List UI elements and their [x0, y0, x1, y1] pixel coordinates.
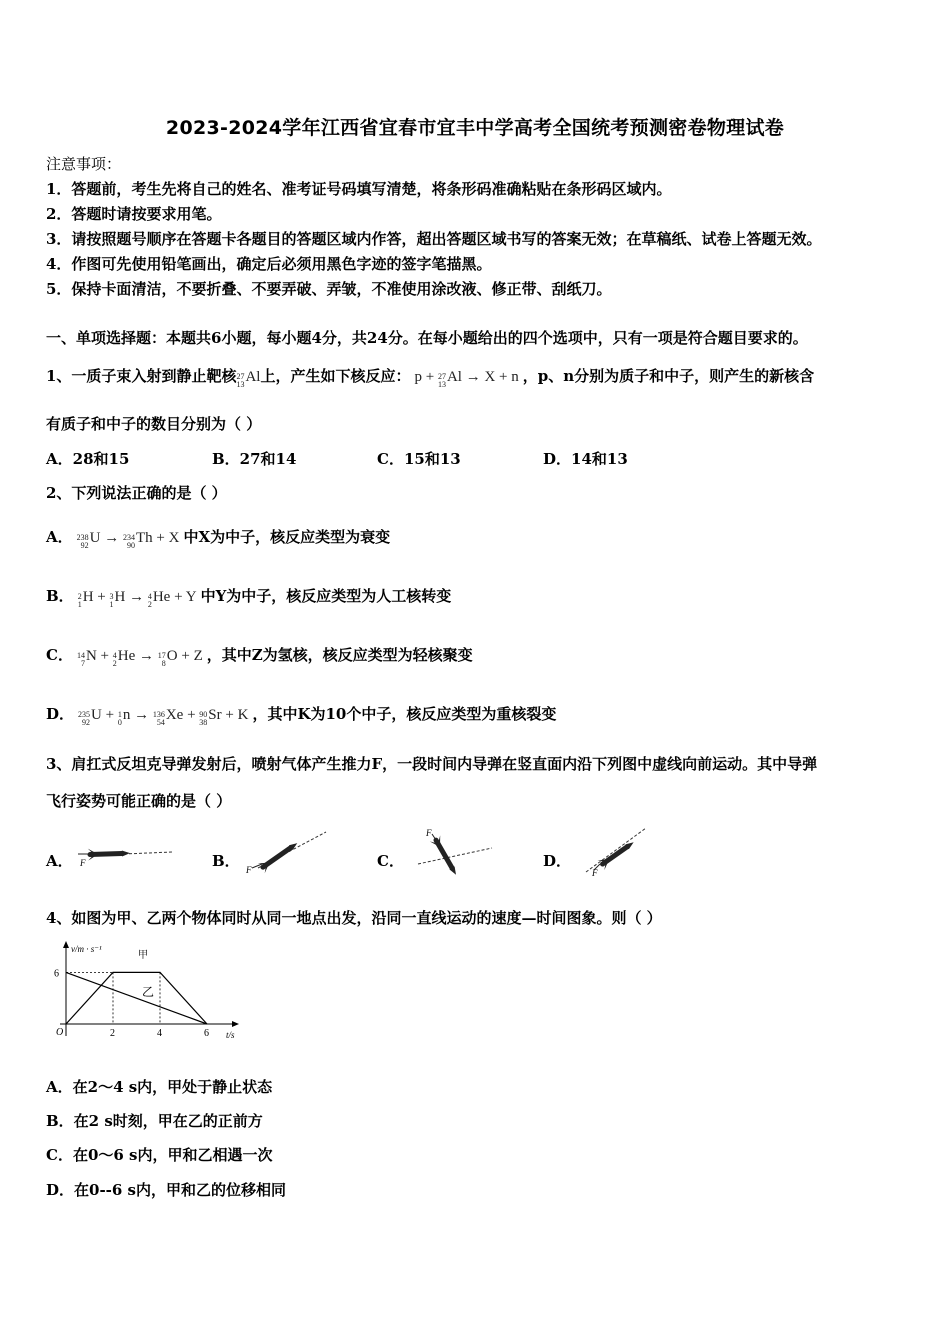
x-tick-label: 6: [204, 1028, 209, 1039]
option-label: A．: [46, 528, 73, 546]
notice-heading: 注意事项：: [46, 155, 122, 173]
q1-option-c[interactable]: C．15和13: [377, 450, 461, 468]
y-axis-arrow: [63, 941, 69, 948]
q3-option-b-label[interactable]: B．: [212, 852, 240, 870]
q1-stem-pre: 1、一质子束入射到静止靶核: [46, 367, 237, 385]
series-yi-label: 乙: [142, 985, 155, 999]
series-jia-label: 甲: [138, 950, 148, 961]
q4-option-c[interactable]: C．在0～6 s内，甲和乙相遇一次: [46, 1146, 273, 1164]
q3-stem-line2: 飞行姿势可能正确的是（ ）: [46, 792, 232, 810]
q4-stem: 4、如图为甲、乙两个物体同时从同一地点出发，沿同一直线运动的速度—时间图象。则（ ）: [46, 909, 662, 927]
x-tick-label: 2: [110, 1028, 115, 1039]
page-title: 2023-2024学年江西省宜春市宜丰中学高考全国统考预测密卷物理试卷: [165, 117, 785, 139]
section-heading: 一、单项选择题：本题共6小题，每小题4分，共24分。在每小题给出的四个选项中，只有一项是符合题目要求的。: [46, 329, 808, 347]
nuclear-equation: 235 92 U + 1 0 n → 136 54 Xe + 90 38 Sr + K: [78, 707, 249, 727]
option-label: B．: [46, 587, 74, 605]
q4-velocity-time-graph: [46, 938, 246, 1042]
q3-option-a-label[interactable]: A．: [46, 852, 73, 870]
q2-option-c[interactable]: [46, 644, 473, 668]
x-axis-arrow: [232, 1021, 239, 1027]
option-text: 中X为中子，核反应类型为衰变: [183, 528, 391, 546]
q3-force-label: F: [80, 858, 86, 868]
q4-option-d[interactable]: D．在0--6 s内，甲和乙的位移相同: [46, 1181, 287, 1199]
q1-stem-line2: 有质子和中子的数目分别为（ ）: [46, 415, 262, 433]
option-label: D．: [46, 705, 75, 723]
q1-reaction-equation: p + 27 13 Al → X + n: [414, 369, 519, 389]
q3-option-c-label[interactable]: C．: [377, 852, 404, 870]
q2-option-b[interactable]: [46, 585, 451, 609]
q1-stem-post: ，p、n分别为质子和中子，则产生的新核含: [522, 367, 815, 385]
nuclear-equation: 238 92 U → 234 90 Th + X: [76, 530, 180, 550]
q1-option-b[interactable]: B．27和14: [212, 450, 297, 468]
y-axis-label: v/m · s⁻¹: [71, 944, 102, 954]
notice-item: 2．答题时请按要求用笔。: [46, 205, 222, 223]
q3-force-label: F: [246, 865, 252, 875]
q3-option-a-missile-figure[interactable]: [74, 838, 174, 872]
series-yi-line: [66, 972, 207, 1024]
notice-item: 1．答题前，考生先将自己的姓名、准考证号码填写清楚，将条形码准确粘贴在条形码区域内。: [46, 180, 672, 198]
x-tick-label: 4: [157, 1028, 162, 1039]
option-text: ，其中Z为氢核，核反应类型为轻核聚变: [206, 646, 473, 664]
q1-stem-mid: 上，产生如下核反应：: [260, 367, 411, 385]
q4-option-b[interactable]: B．在2 s时刻，甲在乙的正前方: [46, 1112, 263, 1130]
q1-target-nucleus: 27 13 Al: [236, 369, 261, 389]
y-tick-label: 6: [54, 968, 59, 980]
q2-stem: 2、下列说法正确的是（ ）: [46, 484, 227, 502]
q2-option-d[interactable]: [46, 703, 556, 727]
q3-stem-line1: 3、肩扛式反坦克导弹发射后，喷射气体产生推力F，一段时间内导弹在竖直面内沿下列图中虚线向前运动。其中导弹: [46, 755, 818, 773]
option-label: C．: [46, 646, 73, 664]
q3-option-c-missile-figure[interactable]: [404, 826, 494, 878]
q3-force-label: F: [426, 828, 432, 838]
q3-option-d-label[interactable]: D．: [543, 852, 572, 870]
q3-option-d-missile-figure[interactable]: [578, 824, 658, 878]
nuclear-equation: 14 7 N + 4 2 He → 17 8 O + Z: [76, 648, 203, 668]
x-axis-label: t/s: [226, 1030, 235, 1040]
notice-item: 5．保持卡面清洁，不要折叠、不要弄破、弄皱，不准使用涂改液、修正带、刮纸刀。: [46, 280, 612, 298]
q2-option-a[interactable]: [46, 526, 390, 550]
q3-force-label: F: [592, 868, 598, 878]
q4-option-a[interactable]: A．在2～4 s内，甲处于静止状态: [46, 1078, 273, 1096]
q1-stem-line1: [46, 365, 814, 389]
q1-option-a[interactable]: A．28和15: [46, 450, 130, 468]
option-text: ，其中K为10个中子，核反应类型为重核裂变: [252, 705, 557, 723]
q1-option-d[interactable]: D．14和13: [543, 450, 628, 468]
origin-label: O: [56, 1027, 64, 1038]
q3-option-b-missile-figure[interactable]: [240, 824, 330, 876]
notice-item: 3．请按照题号顺序在答题卡各题目的答题区域内作答，超出答题区域书写的答案无效；在草稿纸、试卷上答题无效。: [46, 230, 822, 248]
option-text: 中Y为中子，核反应类型为人工核转变: [200, 587, 452, 605]
nuclear-equation: 2 1 H + 3 1 H → 4 2 He + Y: [77, 589, 197, 609]
notice-item: 4．作图可先使用铅笔画出，确定后必须用黑色字迹的签字笔描黑。: [46, 255, 492, 273]
